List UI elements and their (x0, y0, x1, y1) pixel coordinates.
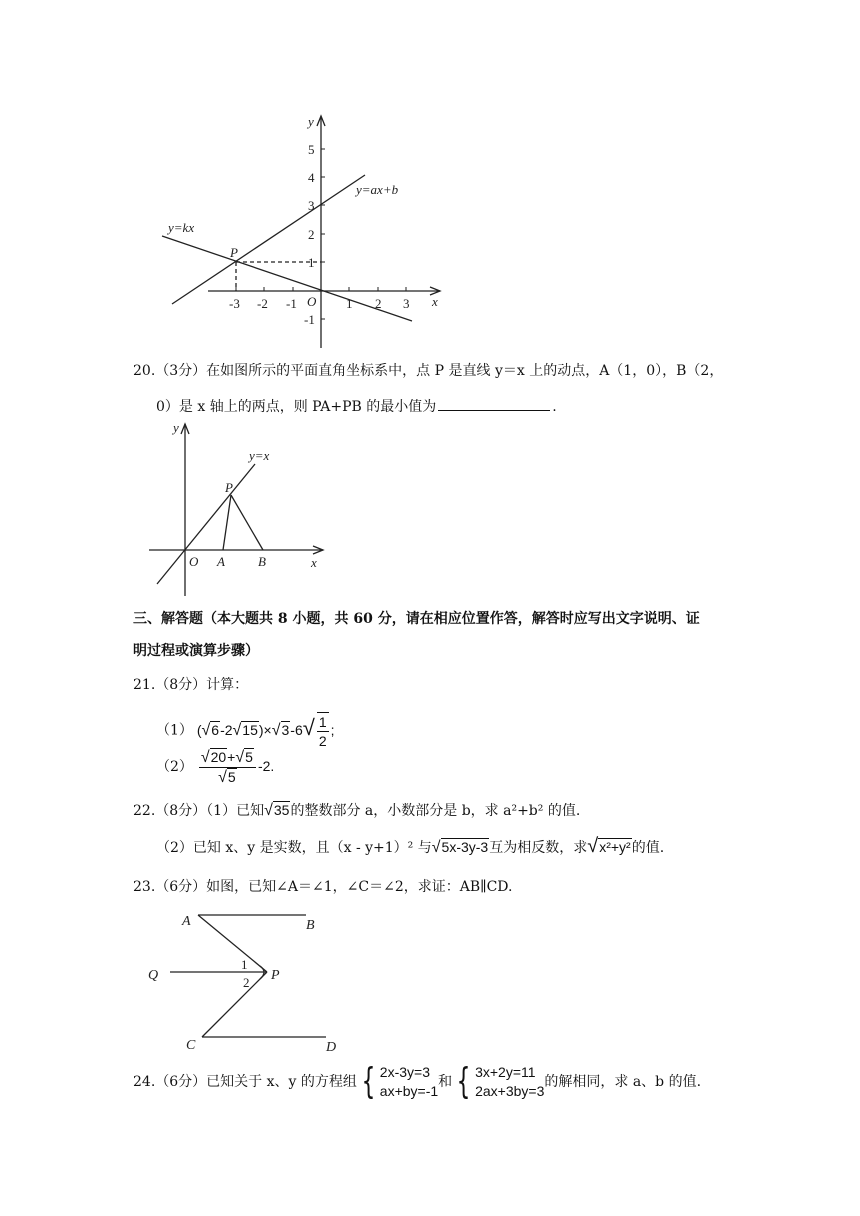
y-axis-label: y (308, 114, 314, 129)
line-label: y=x (249, 448, 270, 463)
point-b-label: B (258, 554, 266, 569)
answer-blank (438, 396, 550, 411)
segment-pb (231, 495, 263, 550)
question-24: 24.（6分）已知关于 x、y 的方程组 { 2x-3y=3 ax+by=-1 和 { 3x+2y=11 2ax+3by=3 的解相同，求 a、b 的值. (133, 1061, 702, 1102)
line-y-equals-x (157, 464, 255, 584)
x-tick-label: -2 (257, 296, 268, 311)
point-a-label: A (182, 914, 191, 929)
section-3-heading-line-1: 三、解答题（本大题共 8 小题，共 60 分，请在相应位置作答，解答时应写出文字说明、证 (133, 611, 700, 627)
y-tick-label: 3 (308, 198, 315, 213)
x-tick-label: -3 (229, 296, 240, 311)
point-d-label: D (326, 1040, 337, 1055)
point-p-label: P (271, 968, 280, 983)
question-20-line-1: 20.（3分）在如图所示的平面直角坐标系中，点 P 是直线 y＝x 上的动点，A（1，0），B（2， (133, 363, 724, 379)
origin-label: O (189, 554, 199, 569)
question-21-part-1: （1） (√6-2√15)×√3-6√ $\frac{1}{2}$ ; (156, 714, 335, 749)
segment-ap (198, 915, 267, 972)
point-p-label: P (230, 245, 238, 260)
question-20-text: 0）是 x 轴上的两点，则 PA+PB 的最小值为 (156, 399, 437, 415)
y-tick-label: 2 (308, 227, 315, 242)
y-tick-label: 4 (308, 170, 315, 185)
x-axis-label: x (432, 294, 438, 309)
x-tick-label: -1 (286, 296, 297, 311)
figure-q23-geometry (140, 908, 360, 1058)
y-axis-label: y (173, 420, 179, 435)
y-tick-label: 5 (308, 142, 315, 157)
figure-q19-graph (150, 108, 450, 348)
line-ax-plus-b (172, 175, 365, 304)
line-kx-label: y=kx (168, 220, 195, 235)
point-b-label: B (306, 918, 315, 933)
question-22-part-1: 22.（8分）（1）已知√35的整数部分 a，小数部分是 b，求 a²+b² 的值. (133, 802, 581, 819)
x-tick-label: 1 (346, 296, 353, 311)
y-tick-label: -1 (304, 312, 315, 327)
x-axis-label: x (311, 555, 317, 570)
segment-pc (202, 972, 267, 1037)
point-a-label: A (217, 554, 225, 569)
question-21-part-2: （2） $\frac{√20+√5}{√5}$ -2. (156, 749, 275, 786)
x-tick-label: 2 (375, 296, 382, 311)
point-q-label: Q (148, 968, 159, 983)
x-tick-label: 3 (403, 296, 410, 311)
y-tick-label: 1 (308, 255, 315, 270)
point-p-label: P (225, 480, 233, 495)
question-23-text: 23.（6分）如图，已知∠A＝∠1，∠C＝∠2，求证：AB∥CD. (133, 879, 513, 895)
question-21-title: 21.（8分）计算： (133, 677, 249, 693)
segment-pa (223, 495, 231, 550)
origin-label: O (307, 294, 317, 309)
question-22-part-2: （2）已知 x、y 是实数，且（x - y+1）² 与√5x-3y-3互为相反数，求√x²+y²的值. (156, 835, 665, 857)
point-c-label: C (186, 1038, 196, 1053)
line-ax-plus-b-label: y=ax+b (356, 182, 399, 197)
question-20-line-2: 0）是 x 轴上的两点，则 PA+PB 的最小值为 . (156, 396, 557, 417)
angle-2-label: 2 (243, 975, 250, 990)
angle-1-label: 1 (241, 957, 248, 972)
section-3-heading-line-2: 明过程或演算步骤） (133, 643, 259, 659)
figure-q20-graph (145, 418, 335, 600)
